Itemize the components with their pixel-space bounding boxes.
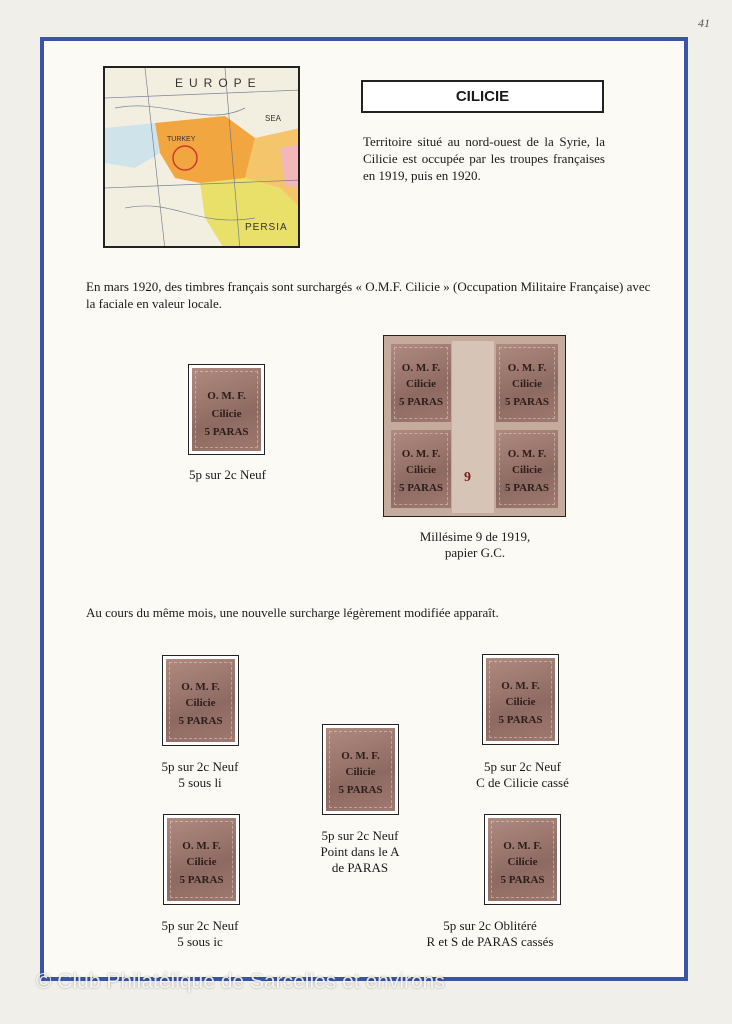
- overprint-cilicie: Cilicie: [507, 856, 538, 868]
- millesime-number: 9: [464, 470, 471, 485]
- caption-line: C de Cilicie cassé: [476, 775, 569, 790]
- caption-single: 5p sur 2c Neuf: [189, 467, 266, 482]
- block-stamp-bottom-right: [494, 428, 560, 510]
- caption-variety-3: [290, 828, 430, 876]
- overprint-value: 5 PARAS: [498, 714, 543, 726]
- overprint-cilicie: Cilicie: [345, 766, 376, 778]
- block-stamp-top-left: [389, 342, 453, 424]
- overprint-omf: O. M. F.: [503, 840, 542, 852]
- overprint-omf: O. M. F.: [182, 840, 221, 852]
- paragraph-surcharge: En mars 1920, des timbres français sont surchargés « O.M.F. Cilicie » (Occupation Militaire Française) avec la faciale en valeur locale.: [86, 279, 651, 311]
- map-label-europe: EUROPE: [175, 76, 262, 90]
- overprint-omf: O. M. F.: [507, 362, 547, 374]
- caption-line: 5 sous li: [178, 775, 222, 790]
- block-gutter: [452, 341, 494, 513]
- overprint-value: 5 PARAS: [178, 715, 223, 727]
- overprint-cilicie: Cilicie: [406, 464, 436, 476]
- overprint-omf: O. M. F.: [207, 390, 246, 402]
- overprint-value: 5 PARAS: [179, 874, 224, 886]
- overprint-cilicie: Cilicie: [211, 408, 242, 420]
- page-title: CILICIE: [361, 80, 604, 113]
- caption-line: 5p sur 2c Neuf: [161, 759, 239, 774]
- caption-variety-2: [445, 759, 600, 791]
- overprint-value: 5 PARAS: [398, 482, 444, 494]
- caption-variety-1: [130, 759, 270, 791]
- caption-line: 5p sur 2c Neuf: [321, 828, 399, 843]
- caption-line: 5 sous ic: [177, 934, 223, 949]
- overprint-omf: O. M. F.: [401, 448, 441, 460]
- paragraph-new-surcharge: Au cours du même mois, une nouvelle surcharge légèrement modifiée apparaît.: [86, 605, 499, 620]
- caption-block-line2: papier G.C.: [444, 545, 506, 560]
- caption-block: [385, 529, 565, 561]
- map-graphic: [105, 68, 300, 248]
- caption-line: de PARAS: [331, 860, 389, 875]
- overprint-omf: O. M. F.: [507, 448, 547, 460]
- caption-line: R et S de PARAS cassés: [426, 934, 554, 949]
- caption-block-line1: Millésime 9 de 1919,: [419, 529, 531, 544]
- overprint-omf: O. M. F.: [501, 680, 540, 692]
- caption-variety-5: [400, 918, 580, 950]
- cilicia-map: [103, 66, 300, 248]
- overprint-value: 5 PARAS: [338, 784, 383, 796]
- overprint-omf: O. M. F.: [181, 681, 220, 693]
- caption-line: Point dans le A: [320, 844, 400, 859]
- overprint-cilicie: Cilicie: [186, 856, 217, 868]
- copyright-watermark: © Club Philatélique de Sarcelles et environs: [36, 970, 445, 993]
- overprint-cilicie: Cilicie: [512, 378, 542, 390]
- overprint-value: 5 PARAS: [504, 482, 550, 494]
- overprint-value: 5 PARAS: [204, 426, 249, 438]
- overprint-cilicie: Cilicie: [505, 696, 536, 708]
- overprint-omf: O. M. F.: [401, 362, 441, 374]
- caption-line: 5p sur 2c Neuf: [161, 918, 239, 933]
- overprint-omf: O. M. F.: [341, 750, 380, 762]
- overprint-cilicie: Cilicie: [512, 464, 542, 476]
- intro-text: Territoire situé au nord-ouest de la Syrie, la Cilicie est occupée par les troupes françaises en 1919, puis en 1920.: [363, 134, 605, 183]
- overprint-cilicie: Cilicie: [406, 378, 436, 390]
- caption-line: 5p sur 2c Neuf: [484, 759, 561, 774]
- map-label-sea: SEA: [265, 114, 282, 123]
- block-stamp-top-right: [494, 342, 560, 424]
- stamp-variety-oblitere: [484, 814, 561, 905]
- stamp-variety-5-sous-li: [162, 655, 239, 746]
- stamp-single: [188, 364, 265, 455]
- block-stamp-bottom-left: [389, 428, 453, 510]
- overprint-value: 5 PARAS: [500, 874, 545, 886]
- page-number: 41: [698, 16, 710, 30]
- stamp-variety-point-a: [322, 724, 399, 815]
- map-label-turkey: TURKEY: [167, 136, 196, 143]
- caption-line: 5p sur 2c Oblitéré: [443, 918, 537, 933]
- map-label-persia: PERSIA: [245, 222, 288, 233]
- stamp-variety-5-sous-ic: [163, 814, 240, 905]
- overprint-value: 5 PARAS: [398, 396, 444, 408]
- stamp-block-millesime: [383, 335, 566, 517]
- overprint-cilicie: Cilicie: [185, 697, 216, 709]
- stamp-variety-c-casse: [482, 654, 559, 745]
- overprint-value: 5 PARAS: [504, 396, 550, 408]
- caption-variety-4: [130, 918, 270, 950]
